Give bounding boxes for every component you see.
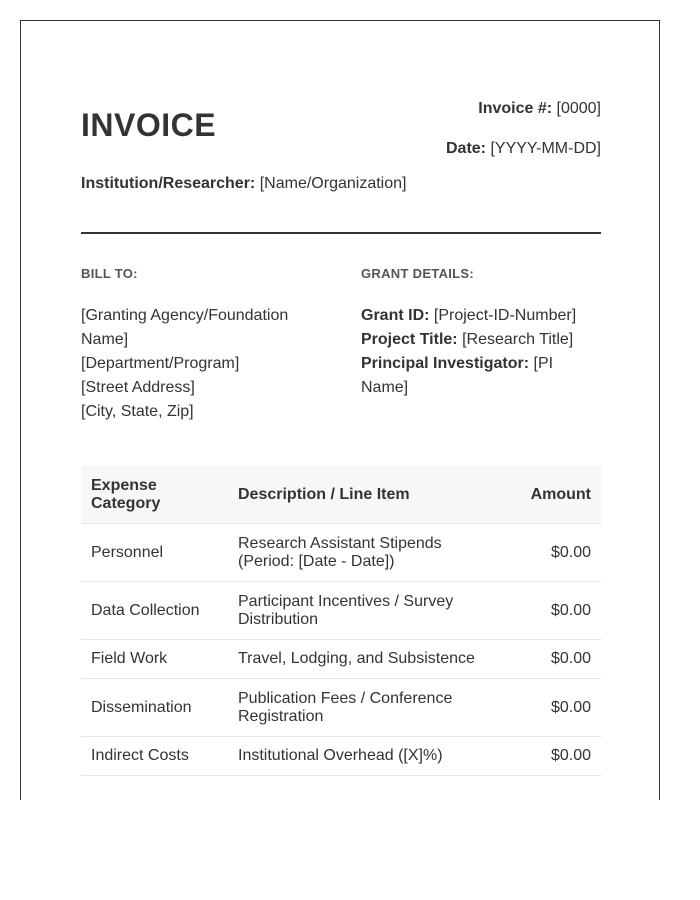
invoice-date-label: Date: xyxy=(446,140,487,157)
pi-value: [PI Name] xyxy=(361,355,554,396)
cell-category: Dissemination xyxy=(81,679,228,737)
project-title-value: [Research Title] xyxy=(462,331,574,348)
institution-label: Institution/Researcher: xyxy=(81,175,256,192)
project-title-line xyxy=(361,328,601,352)
column-header-amount: Amount xyxy=(489,466,601,524)
project-title-label: Project Title: xyxy=(361,331,458,348)
bill-to-section xyxy=(81,266,321,424)
table-row xyxy=(81,582,601,640)
grant-details-section xyxy=(361,266,601,400)
table-row xyxy=(81,640,601,679)
table-row xyxy=(81,524,601,582)
column-header-description: Description / Line Item xyxy=(228,466,489,524)
invoice-date-value: [YYYY-MM-DD] xyxy=(490,140,601,157)
cell-amount: $0.00 xyxy=(489,640,601,679)
cell-amount: $0.00 xyxy=(489,737,601,776)
invoice-number-label: Invoice #: xyxy=(478,100,553,117)
cell-category: Data Collection xyxy=(81,582,228,640)
cell-description: Research Assistant Stipends (Period: [Date - Date]) xyxy=(228,524,489,582)
grant-id-value: [Project-ID-Number] xyxy=(433,307,577,324)
table-header-row xyxy=(81,466,601,524)
cell-description: Travel, Lodging, and Subsistence xyxy=(228,640,489,679)
grant-details-heading: GRANT DETAILS: xyxy=(361,266,475,281)
page-title: INVOICE xyxy=(81,107,217,143)
bill-to-heading: BILL TO: xyxy=(81,266,138,281)
table-row xyxy=(81,737,601,776)
header-divider xyxy=(81,232,601,234)
cell-category: Indirect Costs xyxy=(81,737,228,776)
bill-to-line: [City, State, Zip] xyxy=(81,403,194,420)
invoice-number-value: [0000] xyxy=(556,100,601,117)
invoice-page xyxy=(20,20,660,800)
grant-id-line xyxy=(361,304,601,328)
expense-table xyxy=(81,466,601,776)
cell-amount: $0.00 xyxy=(489,582,601,640)
bill-to-line: [Department/Program] xyxy=(81,355,240,372)
cell-description: Participant Incentives / Survey Distribution xyxy=(228,582,489,640)
cell-description: Publication Fees / Conference Registration xyxy=(228,679,489,737)
cell-category: Field Work xyxy=(81,640,228,679)
table-row xyxy=(81,679,601,737)
bill-to-address xyxy=(81,304,321,424)
grant-id-label: Grant ID: xyxy=(361,307,430,324)
bill-to-line: [Street Address] xyxy=(81,379,195,396)
cell-amount: $0.00 xyxy=(489,679,601,737)
bill-to-line: [Granting Agency/Foundation Name] xyxy=(81,307,289,348)
cell-description: Institutional Overhead ([X]%) xyxy=(228,737,489,776)
pi-line xyxy=(361,352,601,400)
grant-details-list xyxy=(361,304,601,400)
institution-line xyxy=(81,175,406,193)
invoice-number xyxy=(478,100,601,118)
expense-table-body xyxy=(81,524,601,776)
cell-amount: $0.00 xyxy=(489,524,601,582)
column-header-category: Expense Category xyxy=(81,466,228,524)
expense-table-header xyxy=(81,466,601,524)
cell-category: Personnel xyxy=(81,524,228,582)
institution-value: [Name/Organization] xyxy=(259,175,407,192)
pi-label: Principal Investigator: xyxy=(361,355,530,372)
invoice-date xyxy=(446,140,601,158)
